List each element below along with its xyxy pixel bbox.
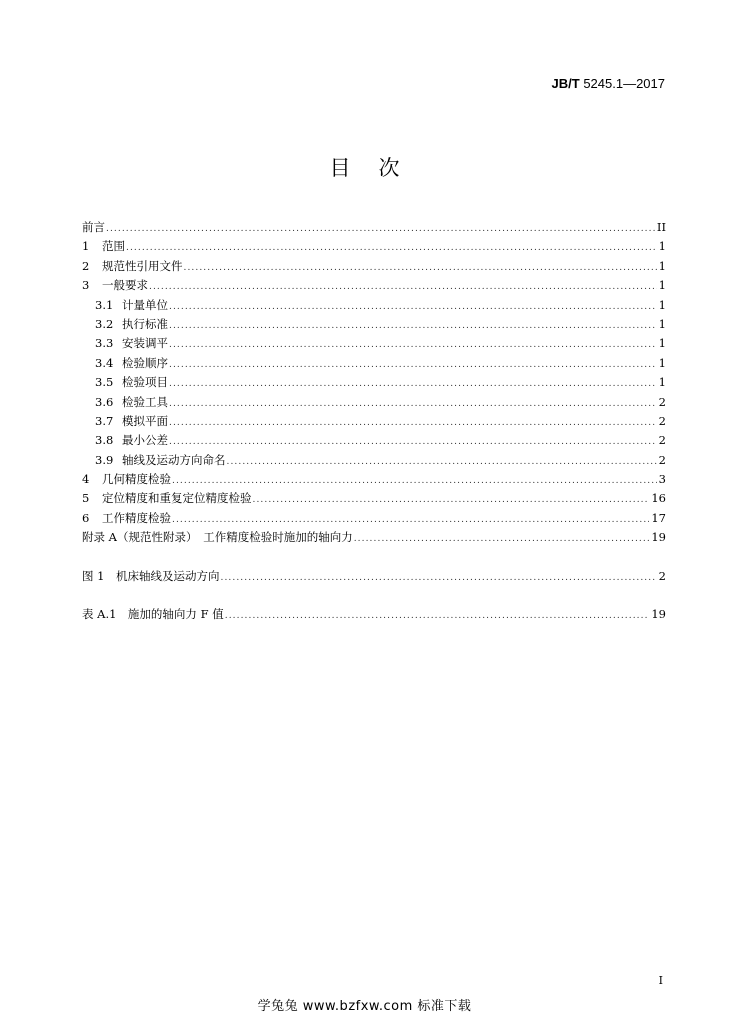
toc-entry[interactable] xyxy=(82,412,666,431)
toc-entry[interactable] xyxy=(82,431,666,450)
toc-dot-leader xyxy=(169,317,657,336)
toc-entry-page: 1 xyxy=(658,375,666,390)
toc-entry-page: 19 xyxy=(651,607,666,622)
toc-entry-number: 2 xyxy=(82,258,90,273)
toc-dot-leader xyxy=(169,298,657,317)
toc-dot-leader xyxy=(169,356,657,375)
toc-entry-label: 计量单位 xyxy=(122,297,168,312)
toc-entry-page: 19 xyxy=(651,530,666,545)
toc-entry-number: 5 xyxy=(82,491,90,506)
toc-entry-label: 前言 xyxy=(82,220,105,234)
toc-entry[interactable] xyxy=(82,276,666,295)
toc-entry-number: 6 xyxy=(82,510,90,525)
toc-entry[interactable] xyxy=(82,237,666,256)
toc-entry-label: 安装调平 xyxy=(122,336,168,351)
toc-entry-page: 2 xyxy=(658,394,666,409)
toc-entry-label: 一般要求 xyxy=(102,278,148,293)
toc-entry-page: II xyxy=(656,220,666,234)
toc-entry[interactable] xyxy=(82,373,666,392)
toc-entry-page: 1 xyxy=(658,258,666,273)
toc-entry-label: 图 1 机床轴线及运动方向 xyxy=(82,568,220,583)
toc-entry-number: 1 xyxy=(82,239,90,254)
toc-entry[interactable] xyxy=(82,489,666,508)
toc-entry-label: 定位精度和重复定位精度检验 xyxy=(102,491,252,506)
toc-dot-leader xyxy=(169,414,657,433)
standard-code xyxy=(552,76,665,91)
toc-entry-number: 3 xyxy=(82,278,90,293)
table-of-contents xyxy=(82,218,666,624)
toc-dot-leader xyxy=(169,395,657,414)
toc-entry-page: 1 xyxy=(658,336,666,351)
toc-entry[interactable] xyxy=(82,354,666,373)
toc-entry-label: 工作精度检验 xyxy=(102,510,171,525)
toc-entry-label: 规范性引用文件 xyxy=(102,258,183,273)
toc-entry-number: 3.8 xyxy=(95,433,114,448)
toc-entry[interactable] xyxy=(82,567,666,586)
toc-entry-page: 1 xyxy=(658,239,666,254)
toc-entry[interactable] xyxy=(82,451,666,470)
toc-entry-page: 16 xyxy=(651,491,666,506)
toc-entry[interactable] xyxy=(82,393,666,412)
toc-dot-leader xyxy=(227,453,657,472)
toc-entry[interactable] xyxy=(82,218,666,237)
toc-entry-label: 模拟平面 xyxy=(122,413,168,428)
page-title: 目次 xyxy=(329,156,428,180)
standard-code-number: 5245.1—2017 xyxy=(579,76,665,91)
toc-entry[interactable] xyxy=(82,334,666,353)
watermark: 学兔兔 www.bzfxw.com 标准下载 xyxy=(257,999,472,1014)
toc-entry-label: 范围 xyxy=(102,239,125,254)
toc-dot-leader xyxy=(225,607,650,626)
toc-entry-page: 2 xyxy=(658,568,666,583)
toc-entry-page: 1 xyxy=(658,278,666,293)
toc-entry-page: 2 xyxy=(658,413,666,428)
toc-dot-leader xyxy=(106,220,655,239)
toc-entry-label: 检验工具 xyxy=(122,394,168,409)
toc-dot-leader xyxy=(126,239,657,258)
toc-dot-leader xyxy=(149,278,657,297)
toc-entry[interactable] xyxy=(82,509,666,528)
toc-entry-page: 2 xyxy=(658,452,666,467)
toc-entry-number: 3.9 xyxy=(95,452,114,467)
toc-entry-page: 17 xyxy=(651,510,666,525)
toc-entry-number: 3.6 xyxy=(95,394,114,409)
toc-entry-label: 最小公差 xyxy=(122,433,168,448)
toc-entry-page: 1 xyxy=(658,297,666,312)
toc-entry[interactable] xyxy=(82,528,666,547)
toc-entry-number: 3.3 xyxy=(95,336,114,351)
toc-entry-number: 3.5 xyxy=(95,375,114,390)
toc-dot-leader xyxy=(169,375,657,394)
toc-dot-leader xyxy=(169,433,657,452)
toc-entry-number: 3.1 xyxy=(95,297,114,312)
toc-entry-page: 3 xyxy=(658,472,666,487)
toc-dot-leader xyxy=(220,569,656,588)
toc-dot-leader xyxy=(184,259,657,278)
toc-dot-leader xyxy=(354,530,650,549)
toc-entry-page: 1 xyxy=(658,316,666,331)
toc-entry-number: 3.2 xyxy=(95,316,114,331)
toc-entry-label: 表 A.1 施加的轴向力 F 值 xyxy=(82,607,224,622)
toc-entry[interactable] xyxy=(82,315,666,334)
toc-entry-label: 检验顺序 xyxy=(122,355,168,370)
toc-entry-label: 几何精度检验 xyxy=(102,472,171,487)
toc-dot-leader xyxy=(169,336,657,355)
toc-entry-label: 执行标准 xyxy=(122,316,168,331)
toc-entry[interactable] xyxy=(82,257,666,276)
page-number: I xyxy=(658,974,663,987)
toc-entry[interactable] xyxy=(82,470,666,489)
toc-dot-leader xyxy=(253,491,650,510)
standard-code-prefix: JB/T xyxy=(551,76,580,91)
toc-entry-label: 轴线及运动方向命名 xyxy=(122,452,226,467)
toc-entry-number: 3.4 xyxy=(95,355,114,370)
toc-entry-label: 附录 A（规范性附录） 工作精度检验时施加的轴向力 xyxy=(82,530,353,545)
toc-entry-number: 4 xyxy=(82,472,90,487)
toc-entry[interactable] xyxy=(82,605,666,624)
toc-entry-number: 3.7 xyxy=(95,413,114,428)
toc-entry-page: 1 xyxy=(658,355,666,370)
toc-entry-page: 2 xyxy=(658,433,666,448)
toc-entry-label: 检验项目 xyxy=(122,375,168,390)
toc-entry[interactable] xyxy=(82,296,666,315)
